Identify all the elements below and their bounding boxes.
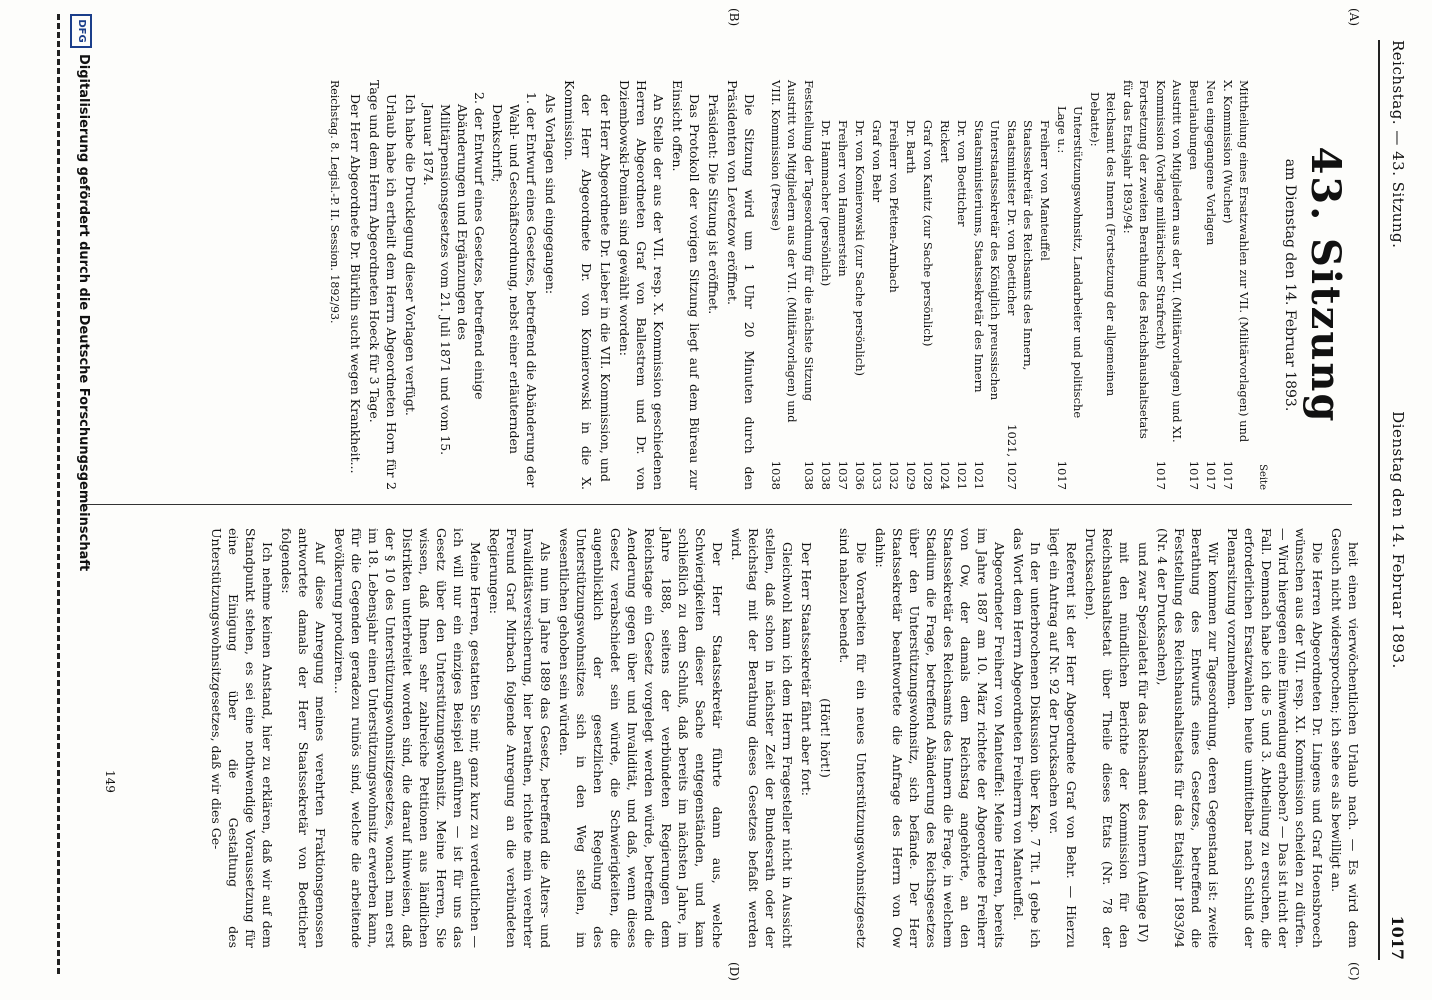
- header-left: Reichstag. — 43. Sitzung.: [1389, 40, 1407, 249]
- paragraph: heit einen vierwöchentlichen Urlaub nach. — Es wird dem Gesuch nicht widersprochen; ich sehe es als bewilligt an.: [1329, 528, 1361, 948]
- page-signature: 149: [103, 770, 117, 793]
- dfg-logo: DFG: [70, 14, 92, 48]
- toc-entry-page: 1036: [853, 460, 867, 490]
- paragraph: In der unterbrochenen Diskussion über Kap. 7 Tit. 1 gebe ich das Wort dem Herrn Abgeordneten Freiherrn von Manteuffel.: [1011, 528, 1043, 948]
- margin-mark-a: (A): [1347, 8, 1361, 27]
- scan-edge-dashes: [39, 14, 60, 974]
- toc-entry: [835, 80, 851, 490]
- toc-entry: [971, 80, 1003, 490]
- toc-entry-page: 1017: [1055, 460, 1069, 490]
- paragraph: Der Herr Abgeordnete Dr. Bürklin sucht wegen Krankheit...: [348, 94, 363, 474]
- toc-entry: [920, 80, 936, 490]
- paragraph: Gleichwohl kann ich dem Herrn Fragesteller nicht in Aussicht stellen, daß schon in nächster Zeit der Bundesrath oder der Reichstag mit der Berathung dieses Gesetzes befaßt werden wird.: [729, 528, 795, 948]
- running-header: [1382, 40, 1406, 960]
- left-footer: Reichstag. 8. Legisl.-P. II. Session. 1892/93.: [328, 80, 341, 324]
- paragraph: Auf diese Anregung meines verehrten Fraktionsgenossen antwortete damals der Herr Staatssekretär von Boetticher folgendes:: [279, 528, 328, 948]
- paragraph: mit den mündlichen Berichte der Kommission für den Reichshaushaltsetat über Theile dieses Etats (Nr. 78 der Drucksachen).: [1083, 528, 1132, 948]
- paragraph: Der Herr Staatssekretär fährt aber fort:: [799, 542, 814, 796]
- paragraph: 2. der Entwurf eines Gesetzes, betreffend einige Abänderungen und Ergänzungen des Militärpensionsgesetzes vom 21. Juli 1871 und vom 15. Januar 1874.: [421, 92, 487, 456]
- toc-entry-text: Dr. von Boetticher: [955, 120, 969, 227]
- toc-entry-page: 1032: [887, 460, 901, 490]
- paragraph: An Stelle der aus der VII. resp. X. Kommission geschiedenen Herren Abgeordneten Graf von Ballestrem und Dr. von Dziembowski-Pomian sind gewählt worden:: [617, 80, 666, 490]
- paragraph: Referent ist der Herr Abgeordnete Graf von Behr. — Hierzu liegt ein Antrag auf Nr. 92 der Drucksachen vor.: [1047, 528, 1079, 948]
- digitization-band: [8, 14, 92, 974]
- toc-entry-text: Unterstützungswohnsitz, Landarbeiter und politische Lage u.:: [1055, 106, 1085, 419]
- toc-entry: [903, 80, 919, 490]
- paragraph: Ich nehme keinen Anstand, hier zu erklären, daß wir auf dem Standpunkt stehen, es sei eine nothwendige Voraussetzung für eine Einigung über die Gestaltung des Unterstützungswohnsitzgesetzes, daß wir dies Ge-: [209, 528, 275, 948]
- toc-head: Seite: [1257, 464, 1268, 490]
- toc-entry-page: 1021: [955, 460, 969, 490]
- header-center: Dienstag den 14. Februar 1893.: [1389, 411, 1407, 669]
- paragraph: der Herr Abgeordnete Dr. von Komierowski in die X. Kommission.: [562, 80, 594, 490]
- column-rule: [82, 504, 1352, 505]
- paragraph: Das Protokoll der vorigen Sitzung liegt auf dem Büreau zur Einsicht offen.: [670, 80, 702, 490]
- right-body: [208, 528, 1362, 948]
- toc-entry-text: Fortsetzung der zweiten Berathung des Reichshaushaltsetats für das Etatsjahr 1893/94:: [1121, 80, 1151, 439]
- left-body: [347, 80, 758, 490]
- paragraph: Die Sitzung wird um 1 Uhr 20 Minuten durch den Präsidenten von Levetzow eröffnet.: [725, 80, 757, 490]
- toc-entry: [937, 80, 953, 490]
- paragraph: Meine Herren, gestatten Sie mir, ganz kurz zu verdeutlichen — ich will nur ein einziges Beispiel anführen — ist für uns das Gesetz über den Unterstützungswohnsitz. Meine Herren, Sie wissen, daß Ihnen sehr zahlreiche Petitionen aus ländlichen Distrikten unterbreitet worden sind, die darauf hinweisen, daß der § 10 des Unterstützungswohnsitzgesetzes, wonach man erst im 18. Lebensjahr einen Unterstützungswohnsitz erwerben kann, für die Gegenden geradezu ruinös sind, welche die arbeitende Bevölkerung produziren...: [332, 528, 483, 948]
- toc-entry: [1120, 80, 1152, 490]
- digitization-note: Digitalisierung gefördert durch die Deutsche Forschungsgemeinschaft: [76, 54, 91, 572]
- toc-entry-page: 1038: [802, 460, 816, 490]
- toc-entry-page: 1038: [769, 460, 783, 490]
- toc-entry: [1186, 80, 1202, 490]
- toc-entry: [1153, 80, 1185, 490]
- toc-entry: [1004, 80, 1036, 490]
- toc-entry-text: Unterstaatssekretär des Königlich preussischen Staatsministeriums, Staatssekretär des Innern: [972, 120, 1002, 401]
- toc-entry-text: Mittheilung eines Ersatzwahlen zur VII. (Militärvorlagen) und X. Kommission (Wucher): [1221, 80, 1251, 443]
- session-date: am Dienstag den 14. Februar 1893.: [1282, 158, 1298, 412]
- toc-entry: [1037, 80, 1053, 490]
- toc-entry-text: Neu eingegangene Vorlagen: [1204, 80, 1218, 246]
- toc-entry-text: Freiherr von Manteuffel: [1038, 120, 1052, 261]
- toc-entry-text: Rickert: [938, 120, 952, 163]
- toc-entry-text: Austritt von Mitgliedern aus der VII. (Militärvorlagen) und XI. Kommission (Vorlage militärischer Strafrecht): [1154, 80, 1184, 443]
- paragraph: Präsident: Die Sitzung ist eröffnet.: [706, 94, 721, 315]
- toc-entry-page: 1017: [1154, 460, 1168, 490]
- toc-entry-text: Austritt von Mitgliedern aus der VII. (Militärvorlagen) und VIII. Kommission (Presse): [769, 80, 799, 423]
- toc-entry-page: 1033: [870, 460, 884, 490]
- toc-entry-text: Dr. Barth: [904, 120, 918, 174]
- toc-entry-text: Dr. von Komierowski (zur Sache persönlich): [853, 120, 867, 377]
- paragraph: (Hört! hört!): [818, 698, 833, 778]
- paragraph: Die Herren Abgeordneten Dr. Lingens und Graf Hoensbroech wünschen aus der VII. resp. XI. Kommission scheiden zu dürfen. — Wird hiergegen eine Einwendung erhoben? — Das ist nicht der Fall. Demnach habe ich die 5 und 3. Abtheilung zu ersuchen, die erforderlichen Ersatzwahlen heute unmittelbar nach Schluß der Plenarsitzung vorzunehmen.: [1225, 528, 1325, 948]
- toc-entry-text: Feststellung der Tagesordnung für die nächste Sitzung: [802, 80, 816, 402]
- toc-entry-text: Staatssekretär des Reichsamts des Innern, Staatsminister Dr. von Boetticher: [1005, 120, 1035, 371]
- paragraph: Wir kommen zur Tagesordnung, deren Gegenstand ist: zweite Berathung des Entwurfs eines Gesetzes, betreffend die Feststellung des Reichshaushaltsetats für das Etatsjahr 1893/94 (Nr. 4 der Drucksachen),: [1155, 528, 1221, 948]
- paragraph: Abgeordneter Freiherr von Manteuffel: Meine Herren, bereits im Jahre 1887 am 10. März richtete der Abgeordnete Freiherr von Ow, der damals dem Reichstag angehörte, an den Staatssekretär des Reichsamts des Innern die Frage, in welchem Stadium die Frage, betreffend Abänderung des Reichsgesetzes über den Unterstützungswohnsitz, sich befände. Der Herr Staatssekretär beantwortete die Anfrage des Herrn von Ow dahin:: [873, 528, 1007, 948]
- toc-entry-text: Graf von Kanitz (zur Sache persönlich): [921, 120, 935, 347]
- table-of-contents: [768, 80, 1252, 490]
- toc-entry-text: Dr. Hammacher (persönlich): [819, 120, 833, 287]
- toc-entry: [869, 80, 885, 490]
- toc-entry-page: 1021, 1027: [1005, 424, 1019, 490]
- header-rule: [1378, 40, 1380, 960]
- toc-entry: [818, 80, 834, 490]
- paragraph: Der Herr Staatssekretär führte dann aus, welche Schwierigkeiten dieser Sache entgegenständen, und kam schließlich zu dem Schluß, daß bereits im nächsten Jahre, im Jahre 1888, seitens der verbündeten Regierungen dem Reichstage ein Gesetz vorgelegt werden würde, betreffend die Aenderung gegen über und Invalidität, und daß, wenn dieses Gesetz verabschiedet sein würde, die Schwierigkeiten, die augenblicklich der gesetzlichen Regelung des Unterstützungswohnsitzes sich in den Weg stellen, im wesentlichen gehoben sein würden.: [557, 528, 725, 948]
- toc-entry-text: Beurlaubungen: [1187, 80, 1201, 170]
- right-column: [206, 528, 1362, 948]
- toc-entry: [1087, 80, 1119, 490]
- toc-entry-page: 1028: [921, 460, 935, 490]
- left-column: [326, 80, 1362, 490]
- toc-entry: [768, 80, 800, 490]
- paragraph: Ich habe die Drucklegung dieser Vorlagen verfügt.: [403, 94, 418, 416]
- toc-entry: [852, 80, 868, 490]
- toc-entry-page: 1017: [1187, 460, 1201, 490]
- toc-entry-page: 1021: [972, 460, 986, 490]
- toc-entry-page: 1029: [904, 460, 918, 490]
- toc-entry-text: Reichsamt des Innern (Fortsetzung der allgemeinen Debatte):: [1088, 92, 1118, 397]
- toc-entry-text: Freiherr von Hammerstein: [836, 120, 850, 277]
- margin-mark-d: (D): [727, 962, 741, 981]
- margin-mark-b: (B): [727, 8, 741, 27]
- toc-entry-text: Graf von Behr: [870, 120, 884, 203]
- toc-entry-page: 1038: [819, 460, 833, 490]
- margin-mark-c: (C): [1347, 962, 1361, 981]
- toc-entry-page: 1037: [836, 460, 850, 490]
- paragraph: Als nun im Jahre 1889 das Gesetz, betreffend die Alters- und Invaliditätsversicherung, hier berathen, richtete mein verehrter Freund Graf Mirbach folgende Anregung an die verbündeten Regierungen:: [487, 528, 553, 948]
- toc-entry: [801, 80, 817, 490]
- paragraph: Die Vorarbeiten für ein neues Unterstützungswohnsitzgesetz sind nahezu beendet.: [837, 528, 869, 948]
- paragraph: Urlaub habe ich ertheilt dem Herrn Abgeordneten Horn für 2 Tage und dem Herrn Abgeordneten Hoeck für 3 Tage.: [367, 80, 399, 490]
- toc-entry: [1054, 80, 1086, 490]
- toc-entry: [1203, 80, 1219, 490]
- paragraph: der Herr Abgeordnete Dr. Lieber in die VII. Kommission, und: [598, 94, 613, 482]
- session-title: 43. Sitzung: [1302, 146, 1349, 424]
- paragraph: Als Vorlagen sind eingegangen:: [543, 94, 558, 295]
- toc-entry: [886, 80, 902, 490]
- toc-entry-text: Freiherr von Pfetten-Arnbach: [887, 120, 901, 293]
- header-page-number: 1017: [1388, 915, 1407, 960]
- paragraph: 1. der Entwurf eines Gesetzes, betreffend die Abänderung der Wahl- und Geschäftsordnung, nebst einer erläuternden Denkschrift;: [490, 92, 539, 488]
- paragraph: und zwar Spezialetat für das Reichsamt des Innern (Anlage IV): [1136, 542, 1151, 943]
- toc-entry-page: 1017: [1204, 460, 1218, 490]
- toc-entry-page: 1024: [938, 460, 952, 490]
- toc-entry-page: 1017: [1221, 460, 1235, 490]
- toc-entry: [954, 80, 970, 490]
- toc-entry: [1220, 80, 1252, 490]
